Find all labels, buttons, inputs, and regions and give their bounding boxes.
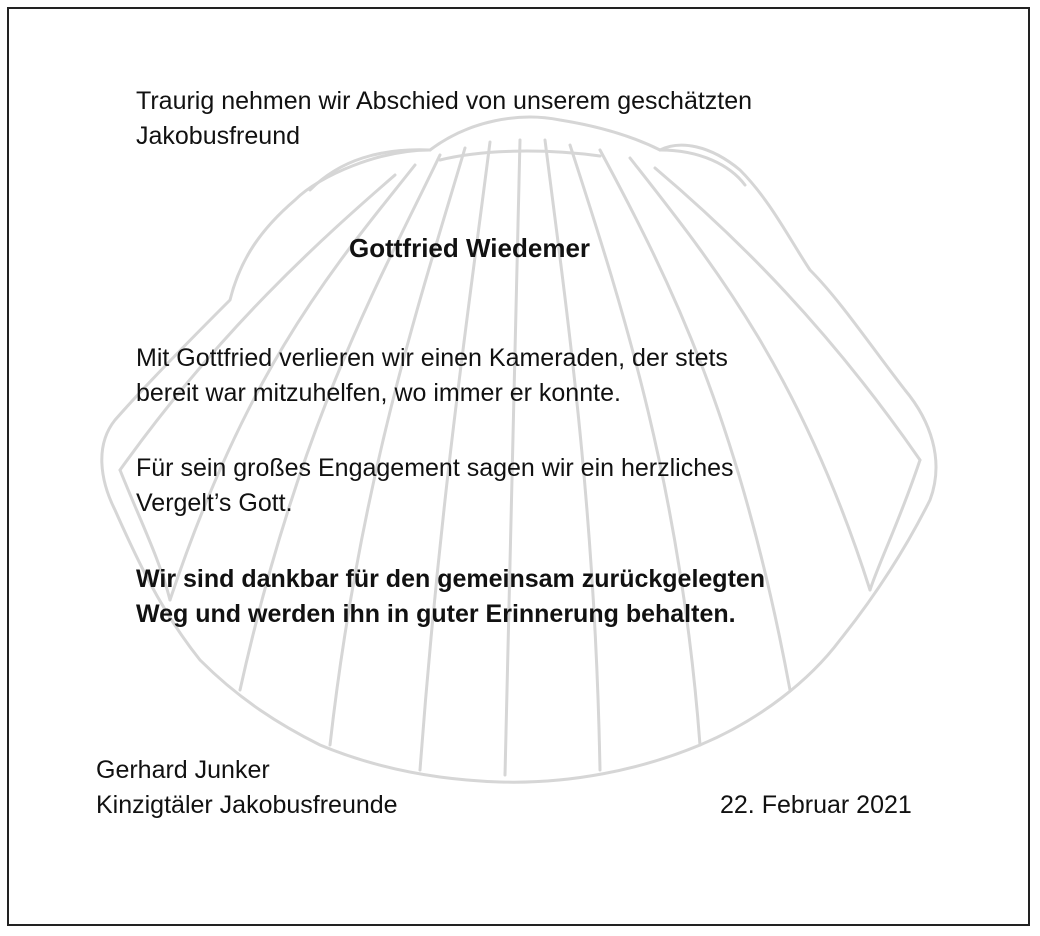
notice-date: 22. Februar 2021 xyxy=(720,791,912,819)
paragraph-line: bereit war mitzuhelfen, wo immer er konnte. xyxy=(136,379,621,407)
signer-name: Gerhard Junker xyxy=(96,756,270,784)
signature-block xyxy=(96,753,398,823)
intro-line: Traurig nehmen wir Abschied von unserem geschätzten xyxy=(136,87,753,115)
tribute-paragraph xyxy=(136,341,728,411)
paragraph-line: Wir sind dankbar für den gemeinsam zurückgelegten xyxy=(136,565,766,593)
intro-line: Jakobusfreund xyxy=(136,122,301,150)
paragraph-line: Mit Gottfried verlieren wir einen Kameraden, der stets xyxy=(136,344,728,372)
intro-text xyxy=(136,84,752,154)
closing-paragraph xyxy=(136,562,765,632)
paragraph-line: Weg und werden ihn in guter Erinnerung behalten. xyxy=(136,600,736,628)
paragraph-line: Vergelt’s Gott. xyxy=(136,489,293,517)
signer-organization: Kinzigtäler Jakobusfreunde xyxy=(96,791,398,819)
paragraph-line: Für sein großes Engagement sagen wir ein herzliches xyxy=(136,454,734,482)
deceased-name: Gottfried Wiedemer xyxy=(349,233,591,263)
thanks-paragraph xyxy=(136,451,734,521)
